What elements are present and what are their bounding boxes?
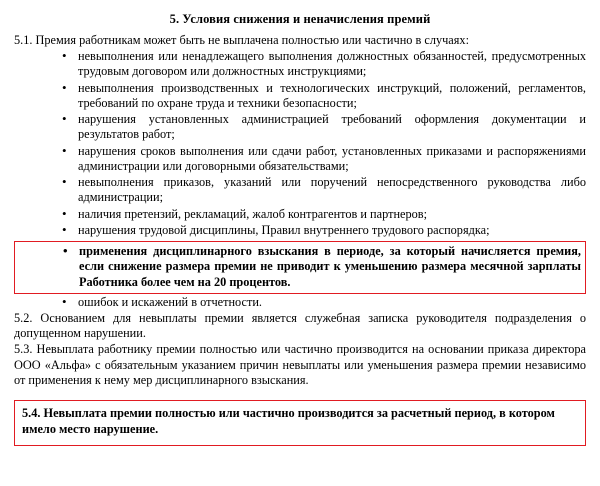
highlighted-clause-box-disciplinary [14,241,586,294]
conditions-list [14,49,586,238]
list-item: • невыполнения производственных и технологических инструкций, положений, регламентов, требований по охране труда и техники безопасности; [56,81,586,111]
clause-5-4-wrapper [14,400,586,446]
list-item: • наличия претензий, рекламаций, жалоб контрагентов и партнеров; [56,207,586,222]
list-item-highlighted: • применения дисциплинарного взыскания в периоде, за который начисляется премия, если снижение размера премии не приводит к уменьшению размера месячной зарплаты Работника более чем на 20 процентов. [57,244,581,290]
conditions-list-continued [14,295,586,310]
clause-5-3: 5.3. Невыплата работнику премии полностью или частично производится на основании приказа директора ООО «Альфа» с обязательным указанием причин невыплаты или уменьшения размера премии независимо от применения к нему мер дисциплинарного взыскания. [14,342,586,387]
list-item: • невыполнения приказов, указаний или поручений непосредственного руководства либо администрации; [56,175,586,205]
highlighted-clause-box-5-4 [14,400,586,446]
clause-5-2: 5.2. Основанием для невыплаты премии является служебная записка руководителя подразделения о допущенном нарушении. [14,310,586,341]
clause-5-4: 5.4. Невыплата премии полностью или частично производится за расчетный период, в котором имело место нарушение. [22,406,555,437]
list-item: • нарушения сроков выполнения или сдачи работ, установленных приказами и распоряжениями администрации или договорными обязательствами; [56,144,586,174]
highlighted-list [17,244,581,290]
list-item: • нарушения трудовой дисциплины, Правил внутреннего трудового распорядка; [56,223,586,238]
page-title: 5. Условия снижения и неначисления премий [169,12,431,26]
list-item: • нарушения установленных администрацией требований оформления документации и результатов работ; [56,112,586,142]
list-item: • ошибок и искажений в отчетности. [56,295,586,310]
clause-5-1-intro: 5.1. Премия работникам может быть не выплачена полностью или частично в случаях: [14,33,469,47]
list-item: • невыполнения или ненадлежащего выполнения должностных обязанностей, предусмотренных трудовым договором или должностных инструкциями; [56,49,586,79]
